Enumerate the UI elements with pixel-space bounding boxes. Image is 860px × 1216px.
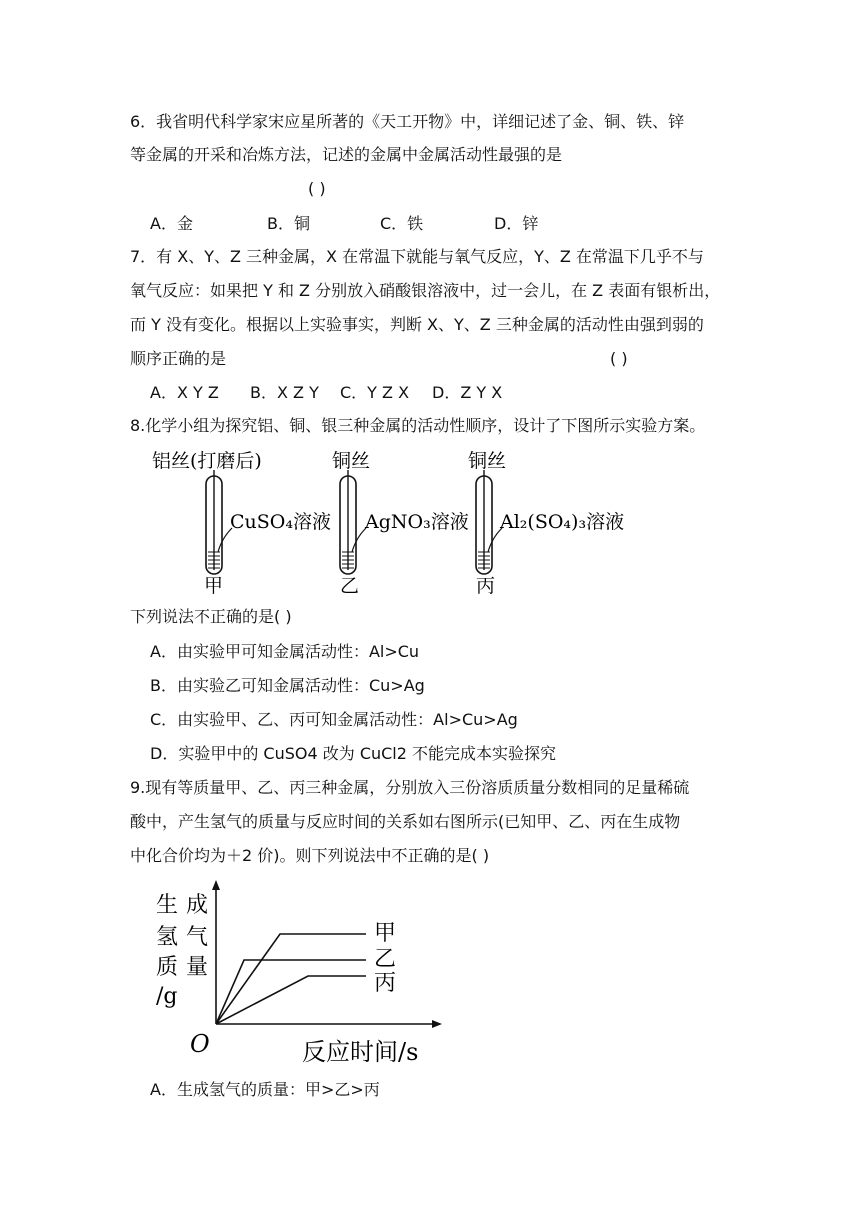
q6-line1: 6．我省明代科学家宋应星所著的《天工开物》中，详细记述了金、铜、铁、锌 bbox=[130, 112, 685, 131]
x-axis-arrow bbox=[432, 1020, 442, 1028]
q7-answer-paren: ( ) bbox=[610, 349, 628, 368]
tube-jia-top-label: 铝丝(打磨后) bbox=[152, 450, 262, 472]
q6-option-a: A．金 bbox=[150, 214, 193, 233]
ylabel-c2-2: 量 bbox=[186, 955, 209, 980]
y-axis-arrow bbox=[212, 880, 220, 890]
q6-option-b: B．铜 bbox=[267, 214, 310, 233]
q7-option-c: C．Y Z X bbox=[340, 383, 410, 402]
q9-line2: 酸中，产生氢气的质量与反应时间的关系如右图所示(已知甲、乙、丙在生成物 bbox=[130, 812, 681, 831]
tube-yi bbox=[332, 450, 469, 597]
q6-line2: 等金属的开采和冶炼方法，记述的金属中金属活动性最强的是 bbox=[130, 145, 563, 164]
tube-bing-name: 丙 bbox=[476, 575, 496, 597]
q6-option-c: C．铁 bbox=[380, 214, 424, 233]
graph-xlabel: 反应时间/s bbox=[302, 1038, 419, 1066]
q8-option-c: C．由实验甲、乙、丙可知金属活动性：Al>Cu>Ag bbox=[150, 710, 518, 729]
ylabel-c1-3: /g bbox=[156, 984, 178, 1009]
ylabel-c1-2: 质 bbox=[156, 955, 179, 980]
tube-bing-solution-label: Al₂(SO₄)₃溶液 bbox=[500, 511, 625, 533]
tube-yi-name: 乙 bbox=[340, 575, 360, 597]
tube-yi-solution-label: AgNO₃溶液 bbox=[365, 511, 469, 533]
q7-line4: 顺序正确的是 bbox=[130, 349, 227, 368]
q7-option-d: D．Z Y X bbox=[432, 383, 503, 402]
q8-option-d: D．实验甲中的 CuSO4 改为 CuCl2 不能完成本实验探究 bbox=[150, 744, 557, 763]
series-label-bing: 丙 bbox=[374, 971, 397, 996]
tube-bing-top-label: 铜丝 bbox=[468, 450, 507, 472]
graph-origin: O bbox=[190, 1030, 210, 1058]
tube-jia bbox=[152, 450, 331, 597]
q9-hydrogen-graph bbox=[150, 878, 450, 1068]
q7-line1: 7．有 X、Y、Z 三种金属，X 在常温下就能与氧气反应，Y、Z 在常温下几乎不与 bbox=[130, 247, 704, 266]
series-label-yi: 乙 bbox=[374, 947, 397, 972]
q9-line3: 中化合价均为＋2 价)。则下列说法中不正确的是( ) bbox=[130, 846, 490, 865]
series-label-jia: 甲 bbox=[374, 921, 397, 946]
q8-option-a: A．由实验甲可知金属活动性：Al>Cu bbox=[150, 642, 420, 661]
curve-jia bbox=[216, 934, 366, 1024]
q6-option-d: D．锌 bbox=[494, 214, 539, 233]
q7-option-b: B．X Z Y bbox=[250, 383, 319, 402]
q9-line1: 9.现有等质量甲、乙、丙三种金属，分别放入三份溶质质量分数相同的足量稀硫 bbox=[130, 778, 690, 797]
tube-jia-name: 甲 bbox=[204, 575, 224, 597]
tube-bing bbox=[468, 450, 624, 597]
q8-experiment-figure bbox=[150, 442, 670, 602]
ylabel-c1-1: 氢 bbox=[156, 925, 179, 950]
tube-jia-solution-label: CuSO₄溶液 bbox=[230, 511, 331, 533]
ylabel-c1-0: 生 bbox=[156, 893, 179, 918]
q7-line2: 氧气反应：如果把 Y 和 Z 分别放入硝酸银溶液中，过一会儿，在 Z 表面有银析出， bbox=[130, 281, 721, 300]
q8-stem: 下列说法不正确的是( ) bbox=[130, 607, 292, 626]
ylabel-c2-0: 成 bbox=[186, 893, 209, 918]
q7-line3: 而 Y 没有变化。根据以上实验事实，判断 X、Y、Z 三种金属的活动性由强到弱的 bbox=[130, 315, 704, 334]
q9-option-a: A．生成氢气的质量：甲>乙>丙 bbox=[150, 1080, 380, 1099]
curve-bing bbox=[216, 976, 366, 1024]
tube-yi-top-label: 铜丝 bbox=[332, 450, 371, 472]
ylabel-c2-1: 气 bbox=[186, 925, 209, 950]
q8-option-b: B．由实验乙可知金属活动性：Cu>Ag bbox=[150, 676, 425, 695]
q7-option-a: A．X Y Z bbox=[150, 383, 219, 402]
q8-line1: 8.化学小组为探究铝、铜、银三种金属的活动性顺序，设计了下图所示实验方案。 bbox=[130, 416, 706, 435]
q6-answer-paren: ( ) bbox=[308, 179, 326, 198]
